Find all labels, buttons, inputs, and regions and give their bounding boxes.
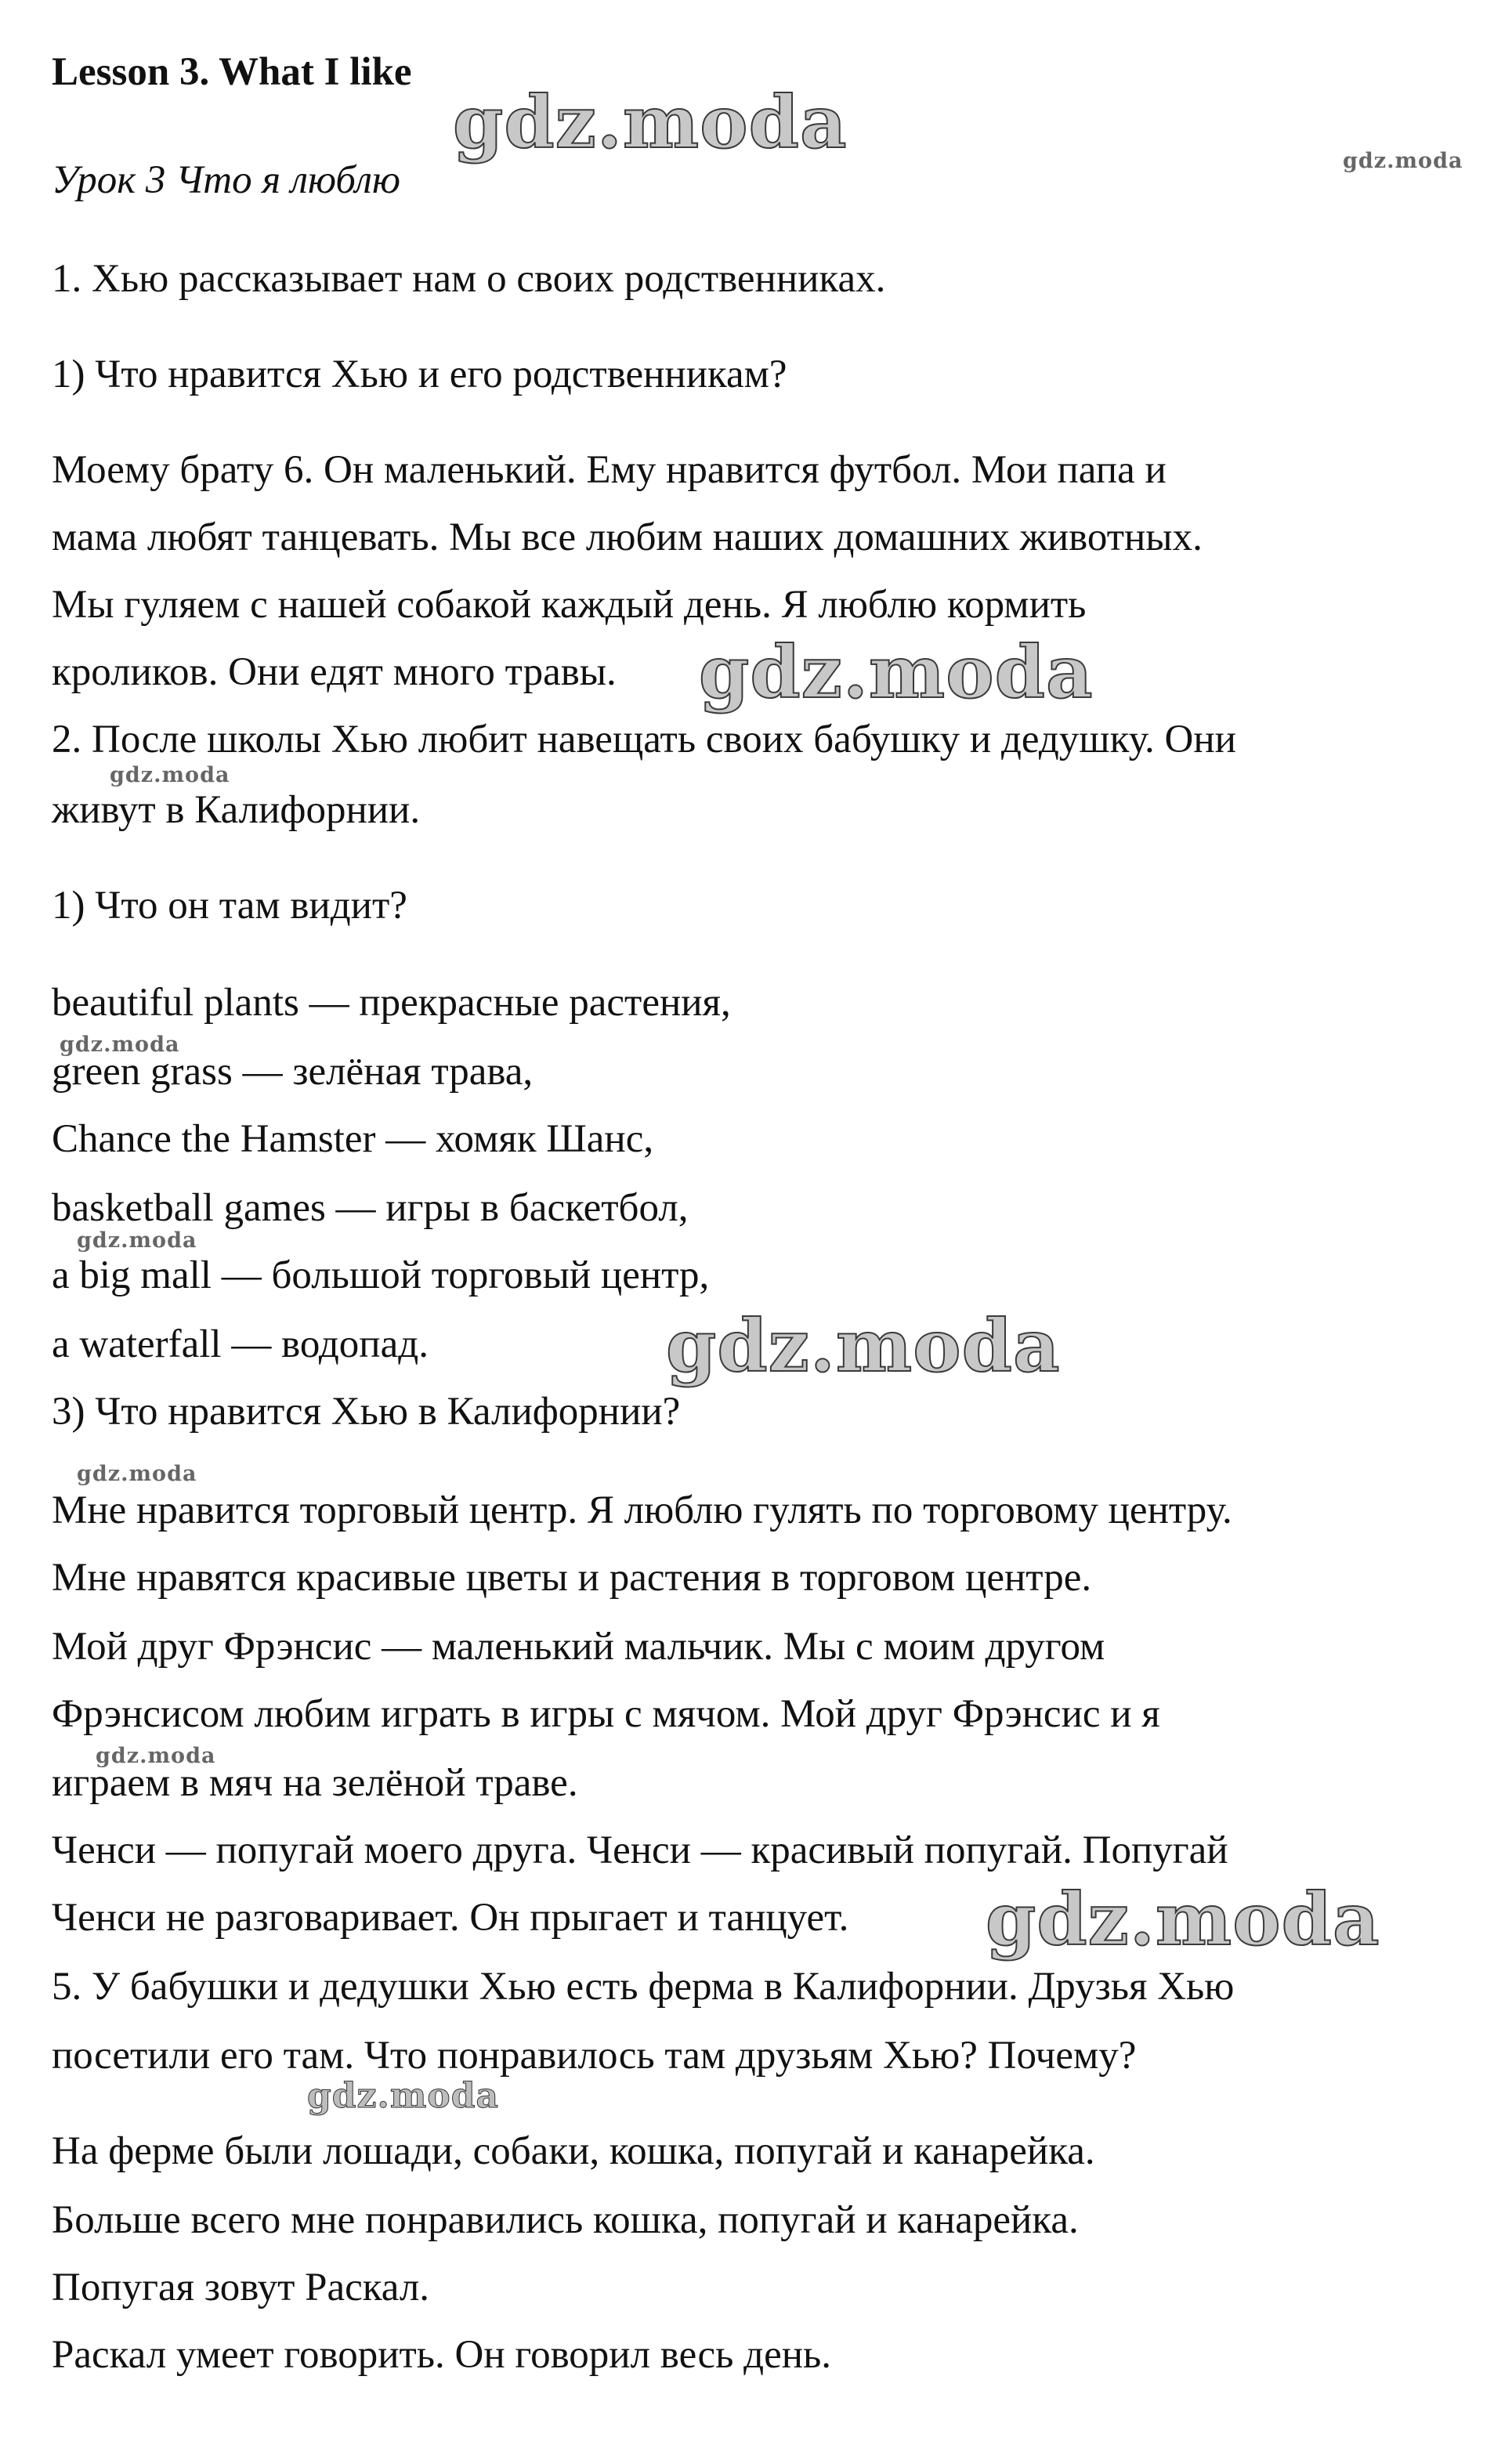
- answer-1-line: Мы гуляем с нашей собакой каждый день. Я люблю кормить: [52, 583, 1087, 627]
- task-5-line: 5. У бабушки и дедушки Хью есть ферма в Калифорнии. Друзья Хью: [52, 1965, 1235, 2009]
- answer-3-line: Ченси не разговаривает. Он прыгает и танцует.: [52, 1896, 849, 1940]
- question-3: 3) Что нравится Хью в Калифорнии?: [52, 1390, 681, 1434]
- question-1: 1) Что нравится Хью и его родственникам?: [52, 353, 787, 396]
- answer-1-line: мама любят танцевать. Мы все любим наших домашних животных.: [52, 515, 1203, 559]
- answer-5-line: На ферме были лошади, собаки, кошка, попугай и канарейка.: [52, 2129, 1095, 2173]
- vocab-item: a big mall — большой торговый центр,: [52, 1253, 710, 1297]
- task-2-line: живут в Калифорнии.: [52, 788, 421, 832]
- lesson-title: Lesson 3. What I like: [52, 50, 412, 94]
- watermark-logo: gdz.moda: [666, 1304, 1061, 1388]
- task-2-line: 2. После школы Хью любит навещать своих бабушку и дедушку. Они: [52, 718, 1236, 761]
- watermark-logo: gdz.moda: [453, 80, 848, 165]
- answer-3-line: Мой друг Фрэнсис — маленький мальчик. Мы с моим другом: [52, 1625, 1105, 1669]
- vocab-item: a waterfall — водопад.: [52, 1322, 429, 1366]
- watermark-small: gdz.moda: [96, 1744, 216, 1768]
- vocab-item: Chance the Hamster — хомяк Шанс,: [52, 1117, 654, 1161]
- answer-3-line: играем в мяч на зелёной траве.: [52, 1761, 578, 1805]
- vocab-item: green grass — зелёная трава,: [52, 1050, 534, 1094]
- answer-1-line: кроликов. Они едят много травы.: [52, 650, 617, 694]
- watermark-logo: gdz.moda: [699, 630, 1094, 714]
- vocab-item: basketball games — игры в баскетбол,: [52, 1186, 689, 1230]
- task-5-line: посетили его там. Что понравилось там друзьям Хью? Почему?: [52, 2034, 1137, 2078]
- watermark-small: gdz.moda: [110, 763, 230, 787]
- answer-5-line: Попугая зовут Раскал.: [52, 2266, 430, 2309]
- question-2: 1) Что он там видит?: [52, 884, 407, 928]
- watermark-small: gdz.moda: [60, 1033, 180, 1057]
- vocab-item: beautiful plants — прекрасные растения,: [52, 981, 731, 1025]
- watermark-medium: gdz.moda: [307, 2076, 500, 2116]
- watermark-logo: gdz.moda: [986, 1877, 1380, 1962]
- watermark-small: gdz.moda: [77, 1228, 197, 1253]
- lesson-subtitle: Урок 3 Что я люблю: [52, 158, 400, 202]
- watermark-small: gdz.moda: [77, 1462, 197, 1486]
- answer-5-line: Больше всего мне понравились кошка, попугай и канарейка.: [52, 2198, 1079, 2242]
- answer-5-line: Раскал умеет говорить. Он говорил весь день.: [52, 2333, 832, 2377]
- task-1-heading: 1. Хью рассказывает нам о своих родственниках.: [52, 257, 886, 301]
- answer-3-line: Ченси — попугай моего друга. Ченси — красивый попугай. Попугай: [52, 1828, 1228, 1872]
- answer-3-line: Фрэнсисом любим играть в игры с мячом. Мой друг Фрэнсис и я: [52, 1692, 1160, 1736]
- answer-1-line: Моему брату 6. Он маленький. Ему нравится футбол. Мои папа и: [52, 448, 1167, 492]
- answer-3-line: Мне нравятся красивые цветы и растения в торговом центре.: [52, 1556, 1092, 1600]
- answer-3-line: Мне нравится торговый центр. Я люблю гулять по торговому центру.: [52, 1488, 1232, 1532]
- watermark-small: gdz.moda: [1343, 149, 1463, 173]
